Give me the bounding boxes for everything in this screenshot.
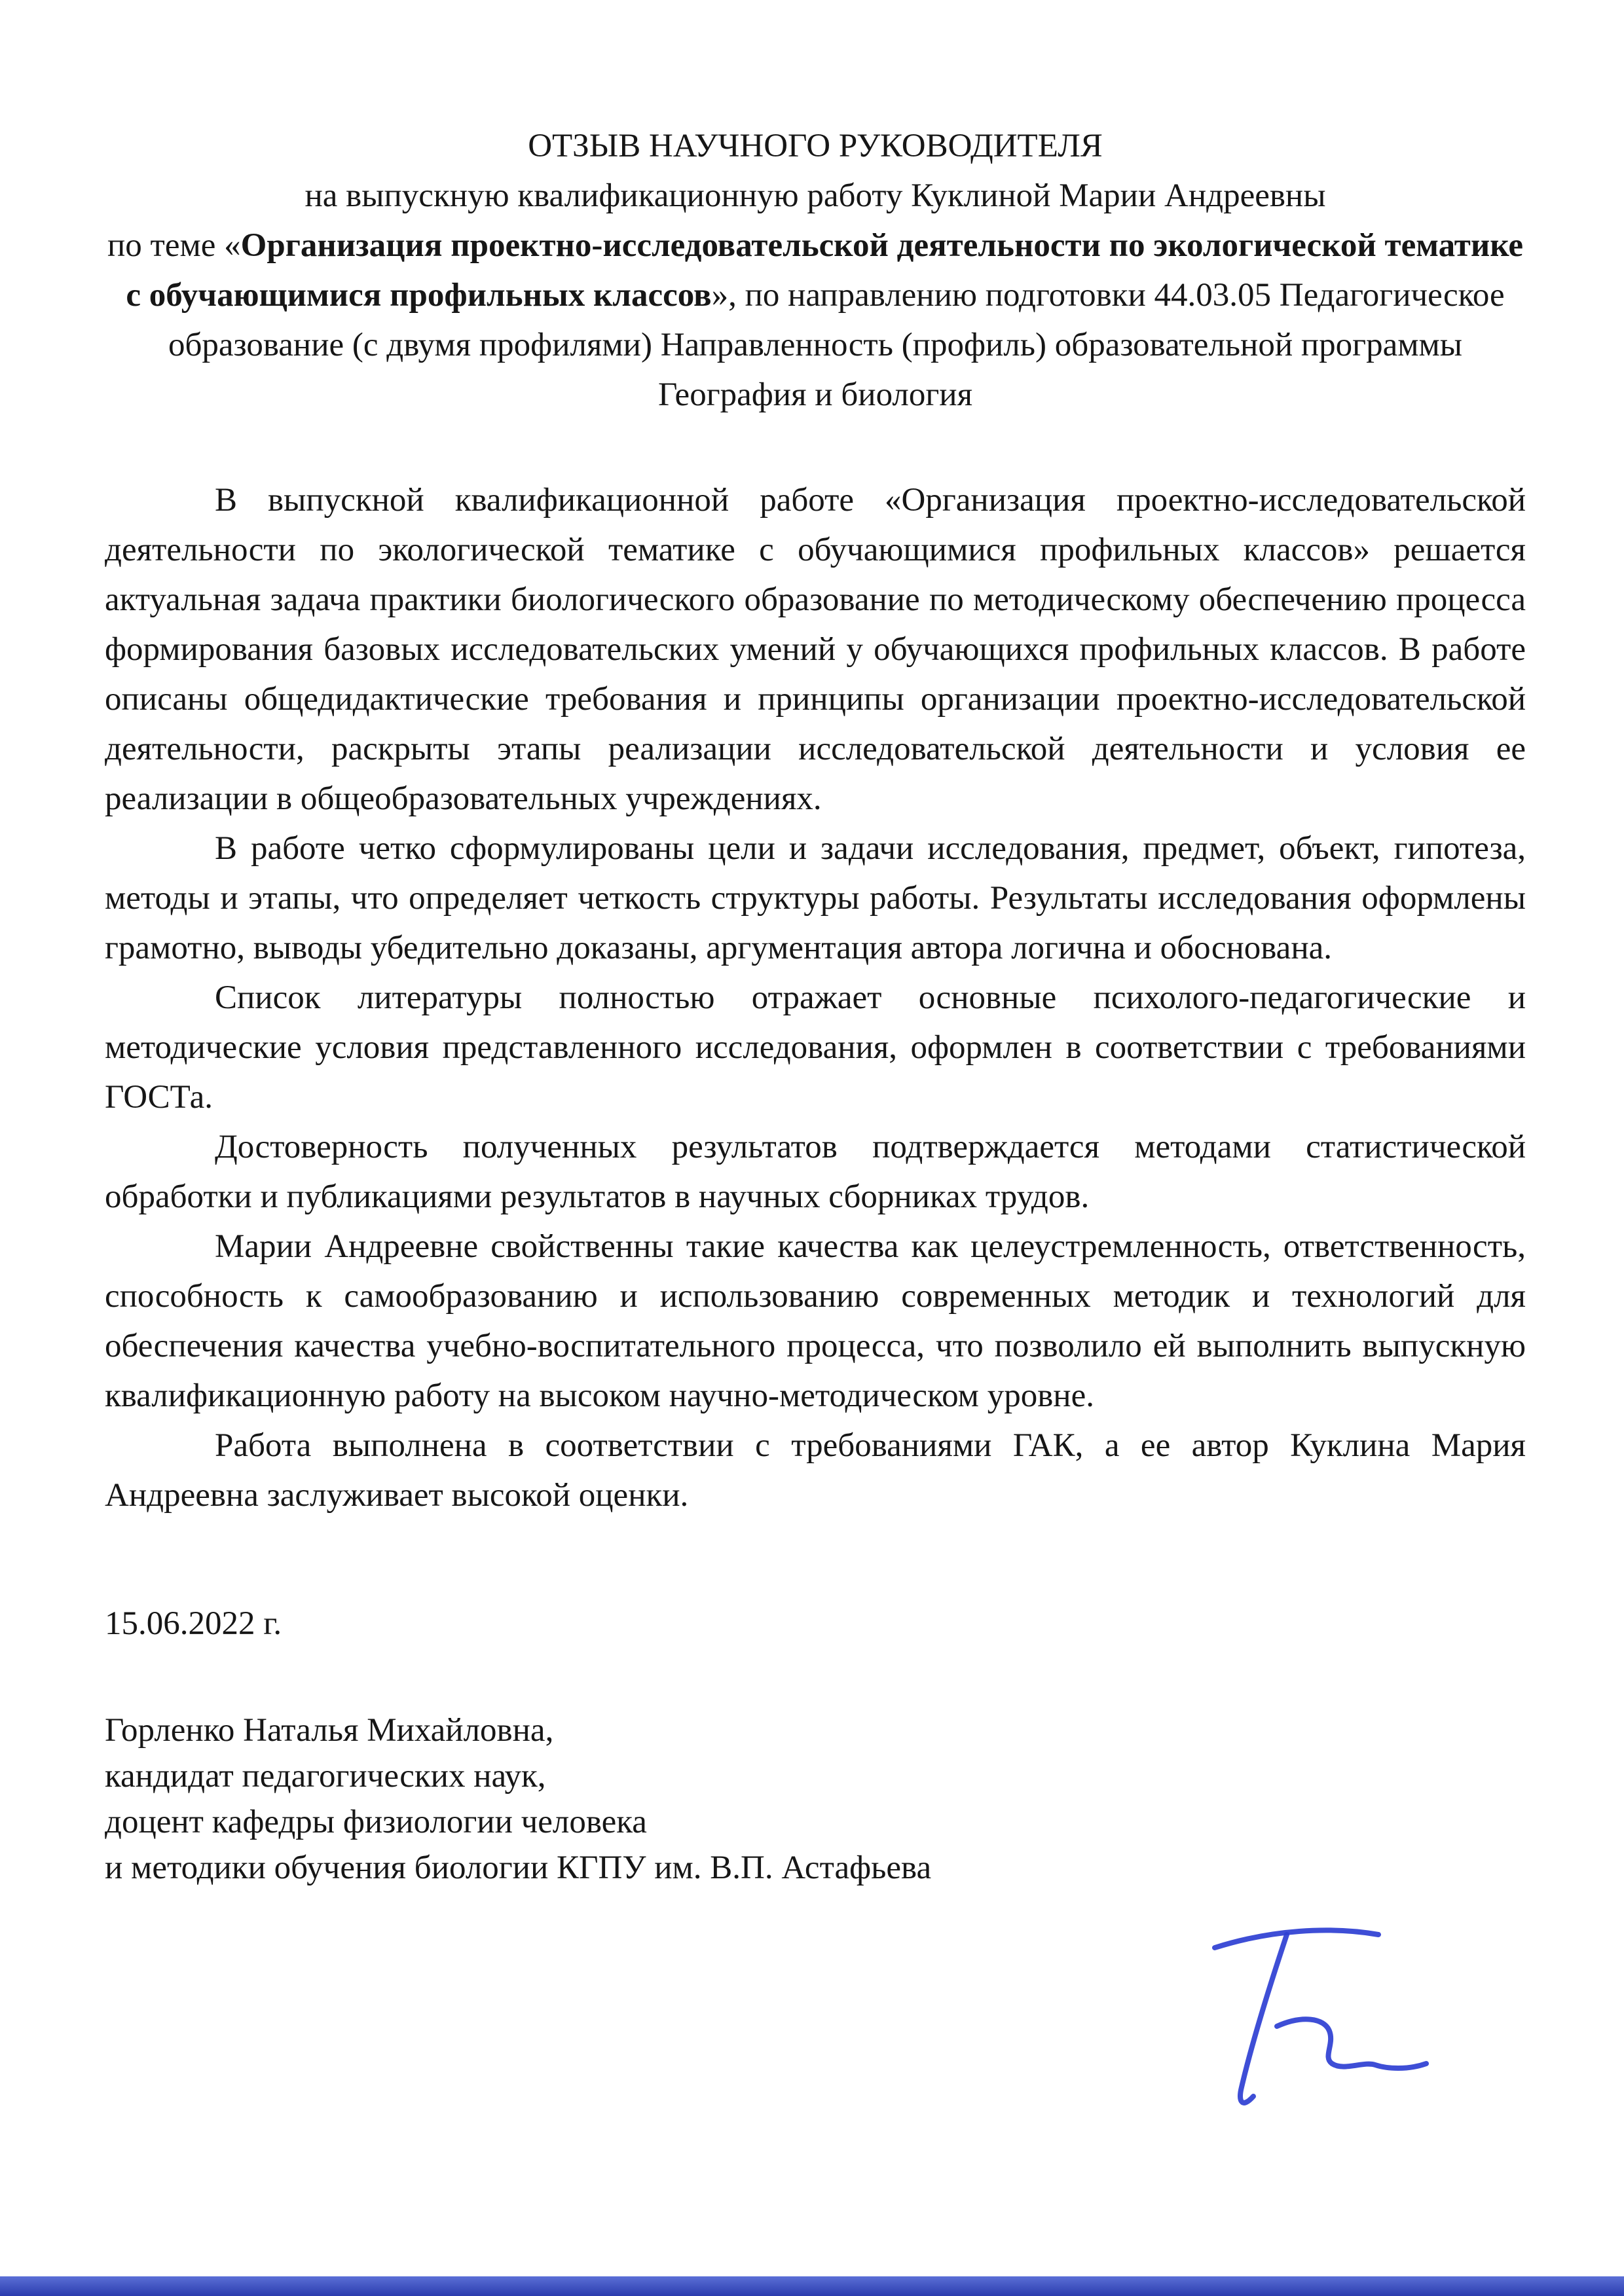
heading-theme-bold: Организация проектно-исследовательской деятельности по экологической тематике с обучающимися профильных классов	[126, 227, 1523, 314]
body-paragraph: Работа выполнена в соответствии с требованиями ГАК, а ее автор Куклина Мария Андреевна заслуживает высокой оценки.	[105, 1427, 1526, 1514]
body-paragraph: В работе четко сформулированы цели и задачи исследования, предмет, объект, гипотеза, методы и этапы, что определяет четкость структуры работы. Результаты исследования оформлены грамотно, выводы убедительно доказаны, аргументация автора логична и обоснована.	[105, 830, 1526, 966]
body-paragraph: В выпускной квалификационной работе «Организация проектно-исследовательской деятельности по экологической тематике с обучающимися профильных классов» решается актуальная задача практики биологического образование по методическому обеспечению процесса формирования базовых исследовательских умений у обучающихся профильных классов. В работе описаны общедидактические требования и принципы организации проектно-исследовательской деятельности, раскрыты этапы реализации исследовательской деятельности и условия ее реализации в общеобразовательных учреждениях.	[105, 482, 1526, 817]
signature-stroke	[1277, 2019, 1426, 2068]
heading-subtitle: на выпускную квалификационную работу Куклиной Марии Андреевны	[304, 177, 1326, 214]
body-paragraph: Список литературы полностью отражает основные психолого-педагогические и методические условия представленного исследования, оформлен в соответствии с требованиями ГОСТа.	[105, 979, 1526, 1116]
body-paragraph: Марии Андреевне свойственны такие качества как целеустремленность, ответственность, способность к самообразованию и использованию современных методик и технологий для обеспечения качества учебно-воспитательного процесса, что позволило ей выполнить выпускную квалификационную работу на высоком научно-методическом уровне.	[105, 1228, 1526, 1414]
document-heading	[105, 121, 1526, 420]
document-body	[105, 475, 1526, 1520]
heading-title: ОТЗЫВ НАУЧНОГО РУКОВОДИТЕЛЯ	[528, 128, 1103, 164]
heading-theme	[105, 221, 1526, 420]
heading-theme-suffix: », по направлению подготовки 44.03.05 Педагогическое образование (с двумя профилями) Направленность (профиль) образовательной программы География и биология	[168, 277, 1505, 413]
heading-theme-prefix: по теме «	[107, 227, 241, 264]
signature-stroke	[1215, 1930, 1378, 1948]
signer-position-line-1: доцент кафедры физиологии человека	[105, 1804, 647, 1840]
signer-name: Горленко Наталья Михайловна,	[105, 1712, 554, 1749]
scan-edge-strip	[0, 2276, 1624, 2296]
handwritten-signature-icon	[1179, 1918, 1441, 2141]
body-paragraph: Достоверность полученных результатов подтверждается методами статистической обработки и публикациями результатов в научных сборниках трудов.	[105, 1129, 1526, 1215]
signer-position-line-2: и методики обучения биологии КГПУ им. В.П. Астафьева	[105, 1850, 932, 1886]
date-line: 15.06.2022 г.	[105, 1605, 282, 1642]
signer-degree: кандидат педагогических наук,	[105, 1758, 546, 1795]
signature-stroke	[1240, 1935, 1287, 2103]
signer-block	[105, 1707, 1526, 1891]
